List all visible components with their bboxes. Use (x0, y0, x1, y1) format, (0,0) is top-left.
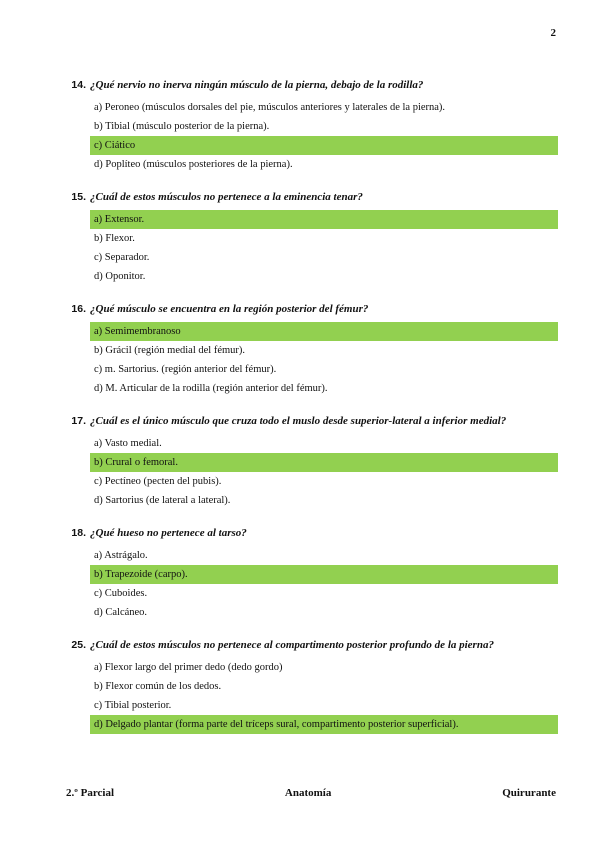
option-c: c) Cuboides. (94, 588, 148, 599)
question-title (0, 527, 600, 543)
option-c: c) Pectíneo (pecten del pubis). (94, 476, 222, 487)
footer-subject: Anatomía (284, 787, 332, 799)
option-b-correct: b) Crural o femoral. (90, 453, 558, 472)
option-c: c) m. Sartorius. (región anterior del fémur). (94, 364, 277, 375)
question-title (0, 303, 600, 319)
question-text: ¿Qué nervio no inerva ningún músculo de la pierna, debajo de la rodilla? (90, 79, 424, 91)
page-footer (66, 787, 556, 799)
question-text: ¿Cuál de estos músculos no pertenece al compartimento posterior profundo de la pierna? (90, 639, 494, 651)
question-number: 25. (71, 639, 86, 651)
option-b-correct: b) Trapezoide (carpo). (90, 565, 558, 584)
question-14 (0, 79, 600, 174)
question-title (0, 415, 600, 431)
question-number: 17. (71, 415, 86, 427)
page-number: 2 (550, 27, 556, 39)
question-title (0, 79, 600, 95)
options-list (0, 546, 600, 622)
options-list (0, 658, 600, 734)
option-d: d) Calcáneo. (94, 607, 148, 618)
question-number: 18. (71, 527, 86, 539)
question-text: ¿Cuál de estos músculos no pertenece a la eminencia tenar? (90, 191, 363, 203)
question-text: ¿Qué hueso no pertenece al tarso? (90, 527, 247, 539)
option-d: d) Oponitor. (94, 271, 146, 282)
option-d: d) Sartorius (de lateral a lateral). (94, 495, 231, 506)
question-16 (0, 303, 600, 398)
question-17 (0, 415, 600, 510)
footer-exam: 2.º Parcial (66, 787, 115, 799)
footer-author: Quirurante (502, 787, 556, 799)
options-list (0, 434, 600, 510)
options-list (0, 322, 600, 398)
option-a-correct: a) Extensor. (90, 210, 558, 229)
option-d-correct: d) Delgado plantar (forma parte del tríceps sural, compartimento posterior superficial). (90, 715, 558, 734)
option-d: d) M. Articular de la rodilla (región anterior del fémur). (94, 383, 328, 394)
option-a-correct: a) Semimembranoso (90, 322, 558, 341)
question-text: ¿Cuál es el único músculo que cruza todo el muslo desde superior-lateral a inferior medial? (90, 415, 507, 427)
option-a: a) Astrágalo. (94, 550, 148, 561)
question-number: 14. (71, 79, 86, 91)
options-list (0, 210, 600, 286)
option-a: a) Vasto medial. (94, 438, 162, 449)
question-25 (0, 639, 600, 734)
option-b: b) Tibial (músculo posterior de la pierna). (94, 121, 270, 132)
option-c: c) Separador. (94, 252, 150, 263)
option-a: a) Peroneo (músculos dorsales del pie, músculos anteriores y laterales de la pierna). (94, 102, 446, 113)
question-18 (0, 527, 600, 622)
option-b: b) Flexor común de los dedos. (94, 681, 222, 692)
question-text: ¿Qué músculo se encuentra en la región posterior del fémur? (90, 303, 369, 315)
option-b: b) Grácil (región medial del fémur). (94, 345, 246, 356)
option-c: c) Tibial posterior. (94, 700, 172, 711)
options-list (0, 98, 600, 174)
question-list (0, 79, 600, 734)
option-b: b) Flexor. (94, 233, 135, 244)
question-title (0, 639, 600, 655)
option-a: a) Flexor largo del primer dedo (dedo gordo) (94, 662, 283, 673)
question-15 (0, 191, 600, 286)
option-d: d) Poplíteo (músculos posteriores de la pierna). (94, 159, 293, 170)
option-c-correct: c) Ciático (90, 136, 558, 155)
question-number: 15. (71, 191, 86, 203)
question-number: 16. (71, 303, 86, 315)
question-title (0, 191, 600, 207)
